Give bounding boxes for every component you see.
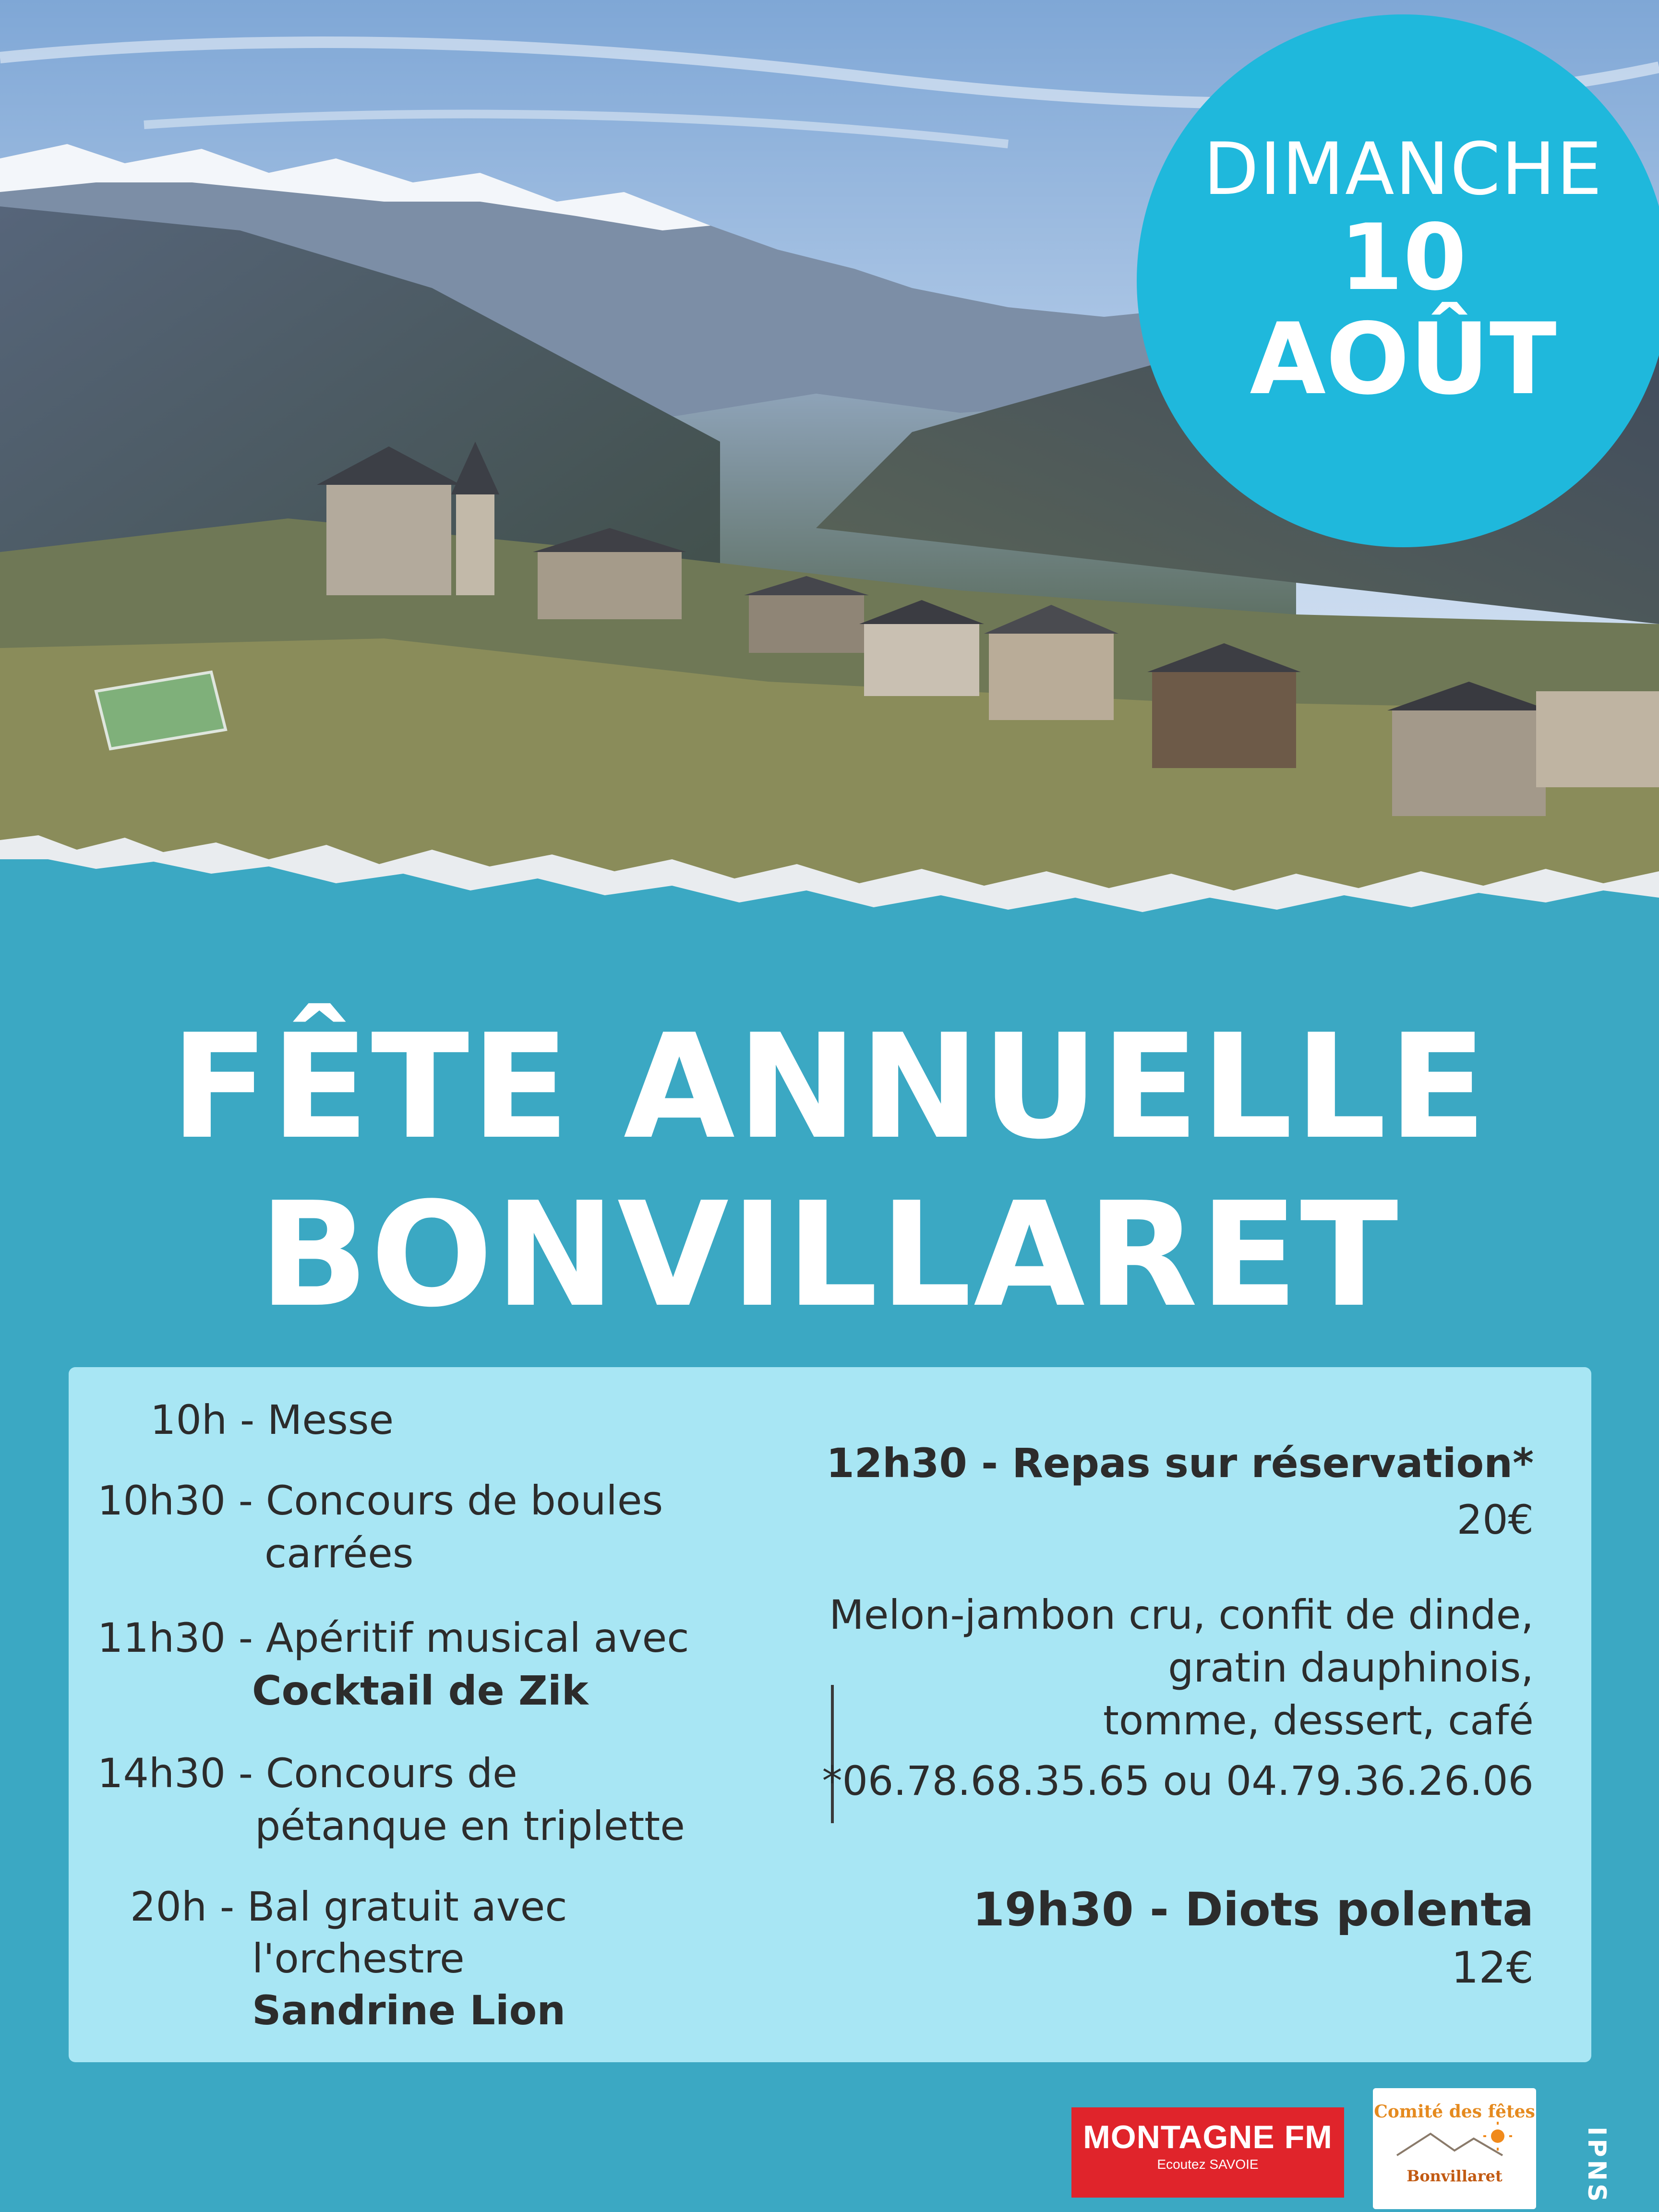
montagne-fm-name: MONTAGNE FM — [1083, 2119, 1333, 2155]
program-item-boules-cont: carrées — [264, 1530, 414, 1577]
dinner-price: 12€ — [1451, 1943, 1534, 1993]
meal-heading: 12h30 - Repas sur réservation* — [826, 1440, 1534, 1487]
program-item-boules: 10h30 - Concours de boules — [97, 1477, 663, 1524]
program-panel — [69, 1367, 1591, 2062]
meal-menu-line-1: Melon-jambon cru, confit de dinde, — [829, 1591, 1534, 1638]
comite-des-fetes-logo — [1373, 2088, 1536, 2209]
title-line-1: FÊTE ANNUELLE — [170, 1003, 1489, 1171]
program-item-aperitif-artist: Cocktail de Zik — [252, 1667, 589, 1714]
program-item-bal: 20h - Bal gratuit avec — [130, 1883, 567, 1930]
meal-phone: *06.78.68.35.65 ou 04.79.36.26.06 — [822, 1757, 1534, 1804]
program-item-petanque-cont: pétanque en triplette — [255, 1803, 685, 1850]
mountain-sun-icon — [1387, 2122, 1522, 2165]
montagne-fm-tagline: Ecoutez SAVOIE — [1157, 2157, 1259, 2172]
date-badge — [1137, 14, 1659, 547]
program-item-aperitif: 11h30 - Apéritif musical avec — [97, 1614, 689, 1661]
meal-price: 20€ — [1456, 1496, 1534, 1543]
comite-place: Bonvillaret — [1407, 2167, 1503, 2185]
ipns-label: IPNS — [1582, 2127, 1611, 2205]
montagne-fm-logo — [1071, 2107, 1344, 2198]
date-month: AOÛT — [1250, 302, 1557, 417]
meal-menu-line-2: gratin dauphinois, — [1168, 1644, 1534, 1691]
program-item-petanque: 14h30 - Concours de — [97, 1750, 517, 1797]
meal-menu-line-3: tomme, dessert, café — [1103, 1697, 1534, 1744]
program-item-bal-cont: l'orchestre — [252, 1935, 465, 1982]
title-line-2: BONVILLARET — [259, 1171, 1400, 1339]
event-title — [0, 1003, 1659, 1339]
program-item-bal-artist: Sandrine Lion — [252, 1987, 566, 2034]
date-number: 10 — [1339, 204, 1467, 311]
comite-title: Comité des fêtes — [1374, 2102, 1535, 2122]
dinner-heading: 19h30 - Diots polenta — [973, 1883, 1534, 1936]
date-day: DIMANCHE — [1203, 128, 1603, 212]
program-item-messe: 10h - Messe — [150, 1396, 394, 1443]
